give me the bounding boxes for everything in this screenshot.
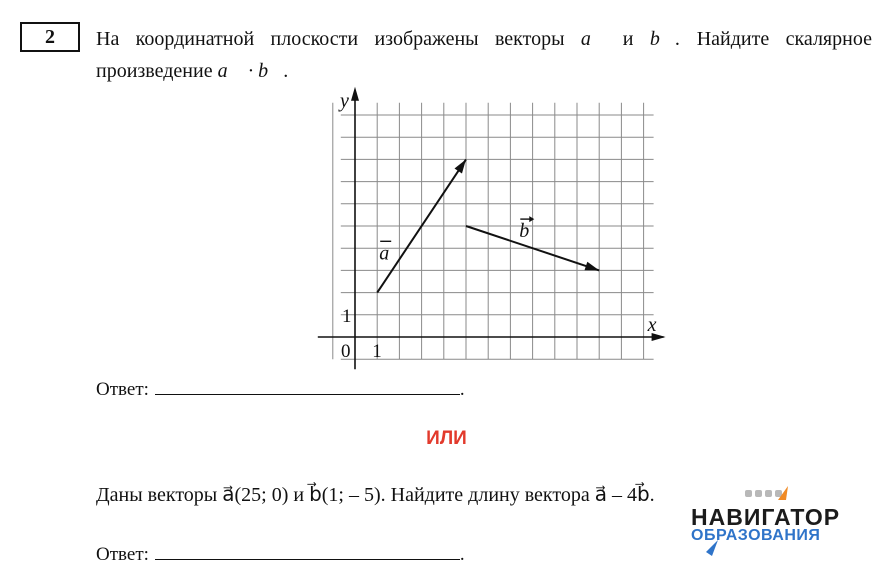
axes — [318, 87, 666, 369]
separator-or: ИЛИ — [426, 428, 467, 449]
y-axis-arrow-icon — [351, 87, 359, 101]
alt-problem-statement: Даны векторы a⃗(25; 0) и b⃗(1; – 5). Найдите длину вектора a⃗ – 4b⃗. — [96, 484, 655, 506]
statement-word: изображены — [374, 28, 479, 50]
answer-line-2: Ответ: . — [96, 544, 465, 565]
statement-word: скалярное — [785, 28, 872, 50]
x-axis-label: x — [647, 314, 657, 336]
answer-line-1: Ответ: . — [96, 379, 465, 400]
problem-number: 2 — [20, 22, 80, 52]
vector-a-head-icon — [454, 159, 466, 173]
vector-a-label: a — [379, 242, 390, 265]
statement-word: и — [622, 28, 634, 50]
answer-blank[interactable] — [155, 378, 460, 395]
vector-b-head-icon — [584, 262, 599, 271]
statement-word: На — [96, 28, 120, 50]
y-axis-label: y — [340, 89, 349, 112]
answer-label: Ответ: — [96, 544, 149, 565]
vector-b-arrow-icon — [529, 216, 534, 222]
grid-lines — [333, 103, 654, 359]
logo-dot — [765, 490, 772, 497]
statement-word: a⃗ — [580, 28, 607, 50]
statement-text: произведение — [96, 60, 213, 82]
dot-product-expression: a⃗ · b⃗. — [217, 60, 289, 82]
statement-word: координатной — [135, 28, 255, 50]
x-tick-label: 1 — [372, 341, 382, 362]
statement-word: векторы — [494, 28, 565, 50]
statement-word: Найдите — [696, 28, 770, 50]
logo-dot — [755, 490, 762, 497]
statement-word: b⃗. — [649, 28, 681, 50]
y-tick-label: 1 — [342, 305, 352, 327]
logo-dot — [745, 490, 752, 497]
answer-label: Ответ: — [96, 379, 149, 400]
statement-word: плоскости — [270, 28, 359, 50]
logo-title: НАВИГАТОР — [691, 504, 841, 530]
answer-blank[interactable] — [155, 543, 460, 560]
vector-b-label: b — [519, 220, 530, 243]
origin-label: 0 — [341, 341, 351, 362]
logo-subtitle: ОБРАЗОВАНИЯ — [691, 527, 821, 544]
